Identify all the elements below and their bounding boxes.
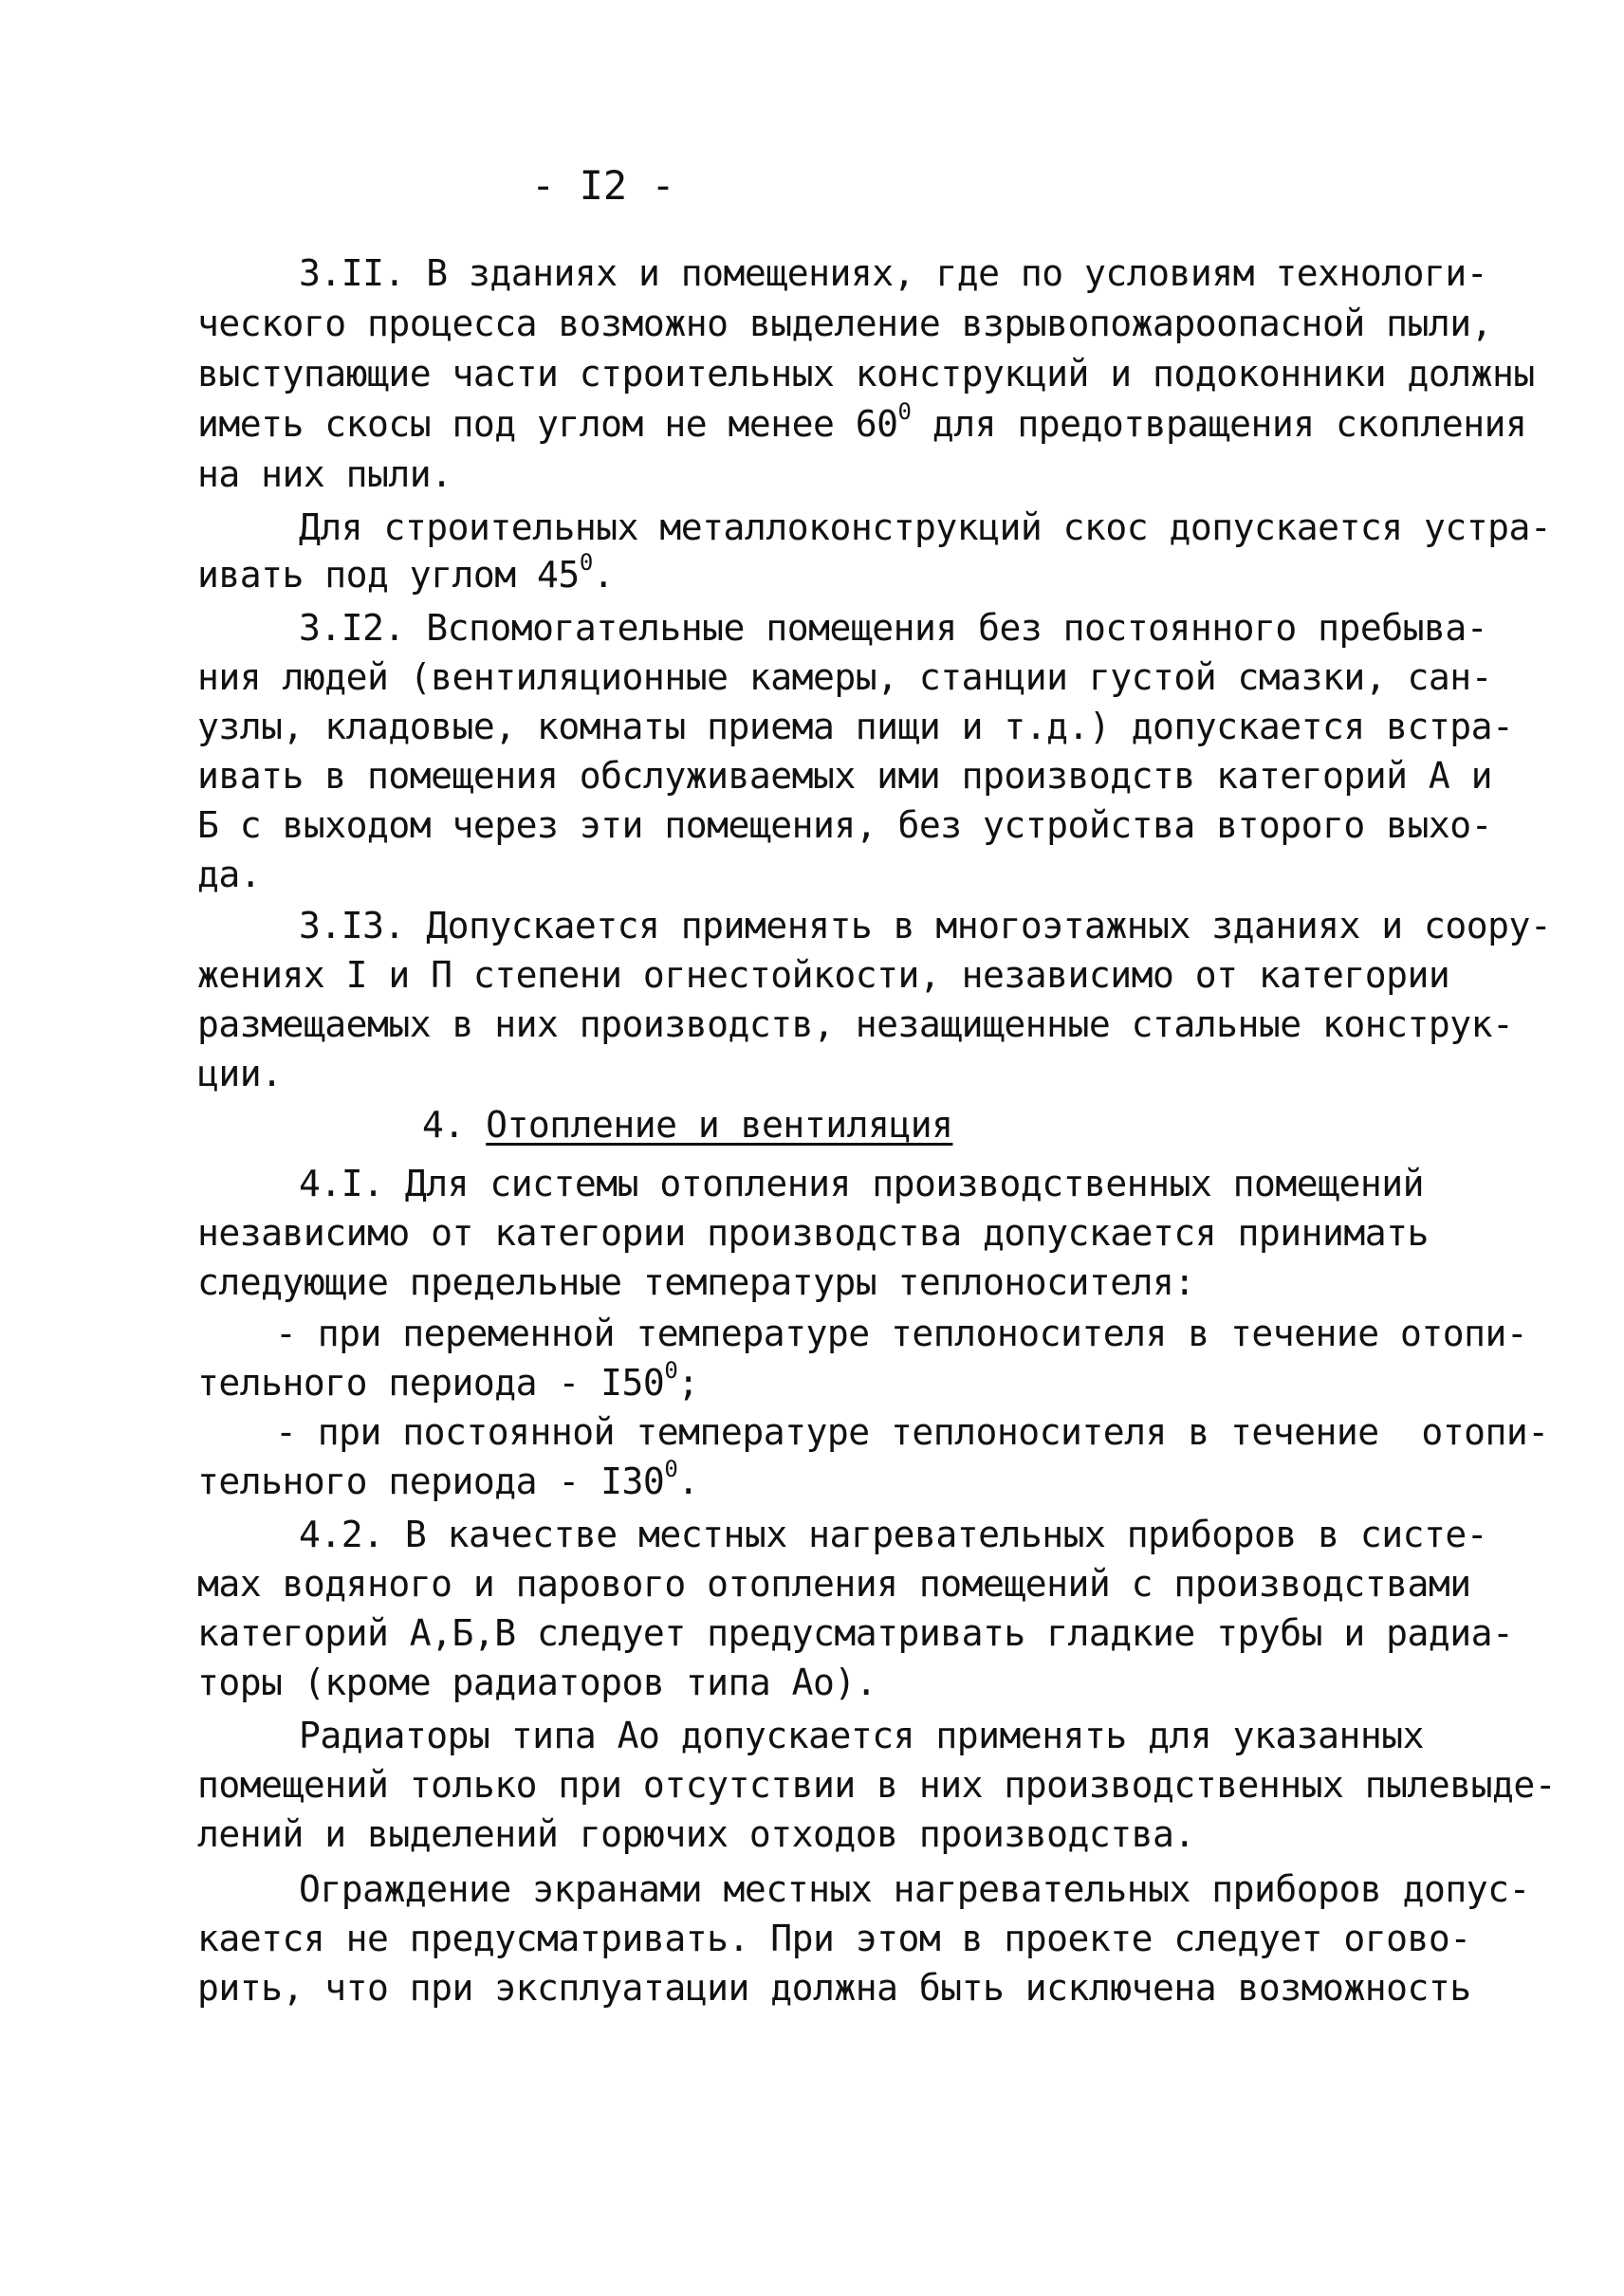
text-line: категорий А,Б,В следует предусматривать гладкие трубы и радиа- bbox=[197, 1612, 1514, 1654]
text-line: 4.I. Для системы отопления производственных помещений bbox=[299, 1163, 1425, 1204]
text-line: на них пыли. bbox=[197, 453, 452, 495]
text-segment: ; bbox=[677, 1362, 699, 1404]
text-segment: тельного периода - I50 bbox=[197, 1362, 665, 1404]
text-segment: для предотвращения скопления bbox=[911, 403, 1527, 445]
text-line: 3.II. В зданиях и помещениях, где по условиям технологи- bbox=[299, 252, 1488, 294]
text-line: 4.2. В качестве местных нагревательных приборов в систе- bbox=[299, 1514, 1488, 1555]
text-line: ческого процесса возможно выделение взрывопожароопасной пыли, bbox=[197, 303, 1493, 344]
page-number: - I2 - bbox=[531, 162, 675, 209]
text-line bbox=[197, 1358, 699, 1407]
text-line: ивать в помещения обслуживаемых ими производств категорий А и bbox=[197, 755, 1493, 797]
text-line: размещаемых в них производств, незащищенные стальные конструк- bbox=[197, 1003, 1514, 1045]
text-line: узлы, кладовые, комнаты приема пищи и т.д.) допускается встра- bbox=[197, 706, 1514, 747]
list-item: - при постоянной температуре теплоносителя в течение отопи- bbox=[275, 1411, 1549, 1453]
superscript: 0 bbox=[664, 1456, 678, 1482]
text-line bbox=[197, 550, 614, 599]
text-line: Для строительных металлоконструкций скос допускается устра- bbox=[299, 506, 1552, 548]
text-line: да. bbox=[197, 854, 262, 895]
text-line: ния людей (вентиляционные камеры, станции густой смазки, сан- bbox=[197, 656, 1493, 698]
list-item: - при переменной температуре теплоносителя в течение отопи- bbox=[275, 1313, 1528, 1354]
text-segment: ивать под углом 45 bbox=[197, 554, 580, 596]
text-line: ции. bbox=[197, 1053, 283, 1094]
text-line: 3.I3. Допускается применять в многоэтажных зданиях и соору- bbox=[299, 905, 1552, 946]
text-line: Ограждение экранами местных нагревательных приборов допус- bbox=[299, 1868, 1530, 1910]
text-segment: тельного периода - I30 bbox=[197, 1460, 665, 1502]
section-number: 4. bbox=[422, 1104, 487, 1146]
text-line: Б с выходом через эти помещения, без устройства второго выхо- bbox=[197, 804, 1493, 846]
superscript: 0 bbox=[897, 398, 912, 425]
text-line: жениях I и П степени огнестойкости, независимо от категории bbox=[197, 954, 1450, 996]
text-line: выступающие части строительных конструкций и подоконники должны bbox=[197, 353, 1535, 395]
text-segment: иметь скосы под углом не менее 60 bbox=[197, 403, 898, 445]
text-line: 3.I2. Вспомогательные помещения без постоянного пребыва- bbox=[299, 607, 1488, 649]
text-line: помещений только при отсутствии в них производственных пылевыде- bbox=[197, 1764, 1557, 1806]
text-line: мах водяного и парового отопления помещений с производствами bbox=[197, 1563, 1471, 1605]
text-line bbox=[197, 1457, 699, 1506]
text-line: независимо от категории производства допускается принимать bbox=[197, 1212, 1429, 1254]
superscript: 0 bbox=[664, 1357, 678, 1384]
superscript: 0 bbox=[579, 549, 593, 576]
text-line: Радиаторы типа Ао допускается применять для указанных bbox=[299, 1715, 1425, 1756]
text-segment: . bbox=[677, 1460, 699, 1502]
text-line: торы (кроме радиаторов типа Ао). bbox=[197, 1662, 877, 1703]
text-segment: . bbox=[592, 554, 615, 596]
text-line: рить, что при эксплуатации должна быть исключена возможность bbox=[197, 1967, 1471, 2009]
text-line: следующие предельные температуры теплоносителя: bbox=[197, 1261, 1195, 1303]
section-title: Отопление и вентиляция bbox=[486, 1104, 953, 1146]
section-heading bbox=[422, 1100, 952, 1149]
text-line: кается не предусматривать. При этом в проекте следует огово- bbox=[197, 1918, 1471, 1959]
text-line: лений и выделений горючих отходов производства. bbox=[197, 1813, 1195, 1855]
text-line bbox=[197, 399, 1526, 449]
